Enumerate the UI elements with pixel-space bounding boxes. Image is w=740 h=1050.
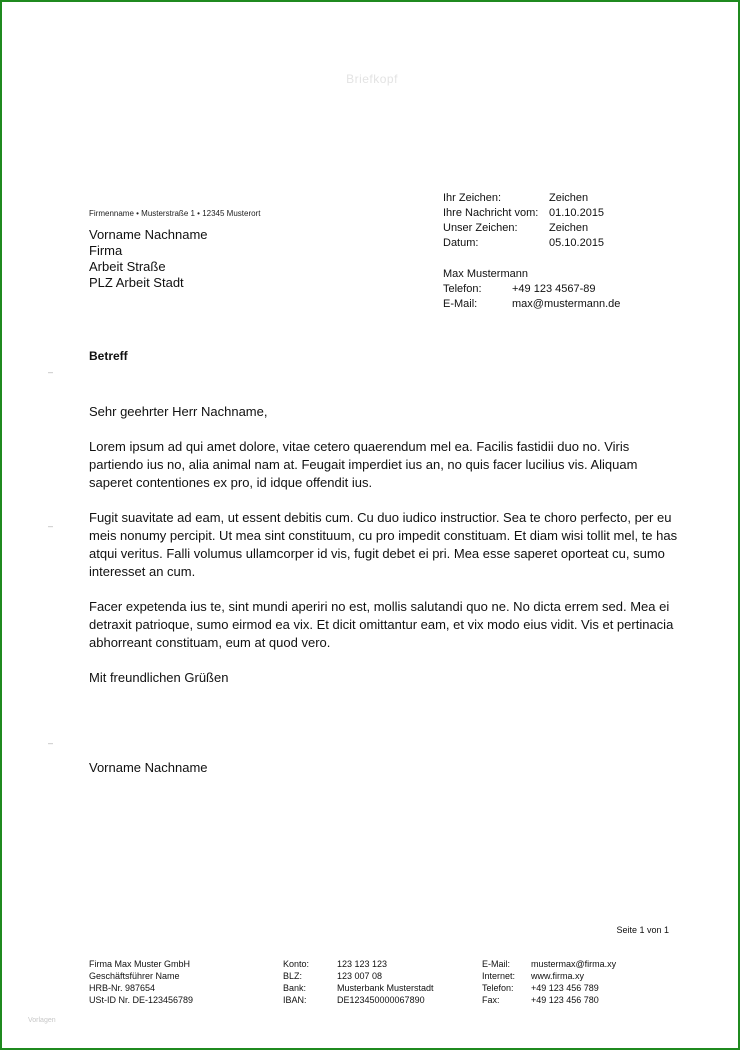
footer-value: DE123450000067890 <box>337 995 425 1005</box>
footer-label: Konto: <box>283 959 310 969</box>
reference-label: Datum: <box>443 237 479 249</box>
recipient-city: PLZ Arbeit Stadt <box>89 275 184 290</box>
footer-value: 123 007 08 <box>337 971 383 981</box>
footer-label: Bank: <box>283 983 307 993</box>
letter-body <box>89 403 679 704</box>
footer-company-line: USt-ID Nr. DE-123456789 <box>89 995 194 1005</box>
reference-label: Ihr Zeichen: <box>443 192 502 204</box>
footer-label: BLZ: <box>283 971 303 981</box>
footer-bank-row <box>283 970 434 982</box>
footer-value: mustermax@firma.xy <box>531 959 617 969</box>
reference-value: 01.10.2015 <box>549 207 605 219</box>
footer-contact-row <box>482 982 616 994</box>
body-paragraph: Fugit suavitate ad eam, ut essent debitis cum. Cu duo iudico instructior. Sea te choro perfecto, per eu meis nonumy percipit. Ut mea sint constituum, cu pro impedit constituam. Et diam wisi tollit mel, te has atqui veritus. Falli volumus ullamcorper id vis, fugit debet ei pri. Mea esse saperet oporteat cu, sumo interesset an cum. <box>89 510 678 579</box>
reference-row <box>443 221 620 236</box>
footer-company-line: Geschäftsführer Name <box>89 971 180 981</box>
reference-info-block <box>443 191 620 312</box>
recipient-name: Vorname Nachname <box>89 227 208 242</box>
reference-value: Zeichen <box>549 192 589 204</box>
footer-value: 123 123 123 <box>337 959 388 969</box>
footer-label: IBAN: <box>283 995 307 1005</box>
contact-label: Telefon: <box>443 283 482 295</box>
sender-return-line: Firmenname • Musterstraße 1 • 12345 Musterort <box>89 209 261 218</box>
footer-contact-row <box>482 970 616 982</box>
footer-company <box>89 958 193 1006</box>
reference-row <box>443 191 620 206</box>
recipient-company: Firma <box>89 243 123 258</box>
recipient-address <box>89 227 208 291</box>
footer-value: www.firma.xy <box>531 971 585 981</box>
footer-label: Telefon: <box>482 983 514 993</box>
reference-value: Zeichen <box>549 222 589 234</box>
fold-mark: – <box>48 521 54 531</box>
footer-value: Musterbank Musterstadt <box>337 983 434 993</box>
contact-label: E-Mail: <box>443 298 478 310</box>
contact-name: Max Mustermann <box>443 268 528 280</box>
fold-mark: – <box>48 367 54 377</box>
signature-name: Vorname Nachname <box>89 760 208 775</box>
reference-value: 05.10.2015 <box>549 237 605 249</box>
footer-value: +49 123 456 780 <box>531 995 599 1005</box>
contact-row <box>443 297 620 312</box>
letterhead-watermark: Briefkopf <box>346 72 398 86</box>
closing: Mit freundlichen Grüßen <box>89 670 229 685</box>
reference-row <box>443 206 620 221</box>
footer-bank-row <box>283 982 434 994</box>
footer-bank-row <box>283 958 434 970</box>
letter-subject: Betreff <box>89 349 128 363</box>
footer-bank-row <box>283 994 434 1006</box>
body-paragraph: Lorem ipsum ad qui amet dolore, vitae cetero quaerendum mel ea. Facilis fastidii duo no. Viris partiendo ius no, alia animal nam at. Feugait imperdiet ius an, no quis facer lucilius vis. Aliquam saperet contentiones ex pro, id idque offendit ius. <box>89 439 638 490</box>
body-paragraph: Facer expetenda ius te, sint mundi aperiri no est, mollis salutandi quo ne. No dicta errem sed. Mea ei detraxit patrioque, sumo eirmod ea vix. Et dicit omittantur eam, et vix modo eius vidit. Vis et pertinacia abhorreant constituam, eum at quod vero. <box>89 599 674 650</box>
contact-value: +49 123 4567-89 <box>512 283 596 295</box>
footer-contact-row <box>482 958 616 970</box>
footer-company-line: Firma Max Muster GmbH <box>89 959 191 969</box>
reference-row <box>443 236 620 251</box>
contact-row <box>443 282 620 297</box>
footer-label: Fax: <box>482 995 500 1005</box>
page-number: Seite 1 von 1 <box>616 925 669 935</box>
footer-bank <box>283 958 434 1006</box>
footer-label: E-Mail: <box>482 959 511 969</box>
footer-company-line: HRB-Nr. 987654 <box>89 983 156 993</box>
template-watermark: Vorlagen <box>28 1017 56 1024</box>
footer-contact-row <box>482 994 616 1006</box>
recipient-street: Arbeit Straße <box>89 259 166 274</box>
footer-label: Internet: <box>482 971 516 981</box>
contact-value: max@mustermann.de <box>512 298 621 310</box>
salutation: Sehr geehrter Herr Nachname, <box>89 404 268 419</box>
footer-contact <box>482 958 616 1006</box>
fold-mark: – <box>48 738 54 748</box>
reference-label: Ihre Nachricht vom: <box>443 207 539 219</box>
reference-label: Unser Zeichen: <box>443 222 518 234</box>
footer-value: +49 123 456 789 <box>531 983 599 993</box>
